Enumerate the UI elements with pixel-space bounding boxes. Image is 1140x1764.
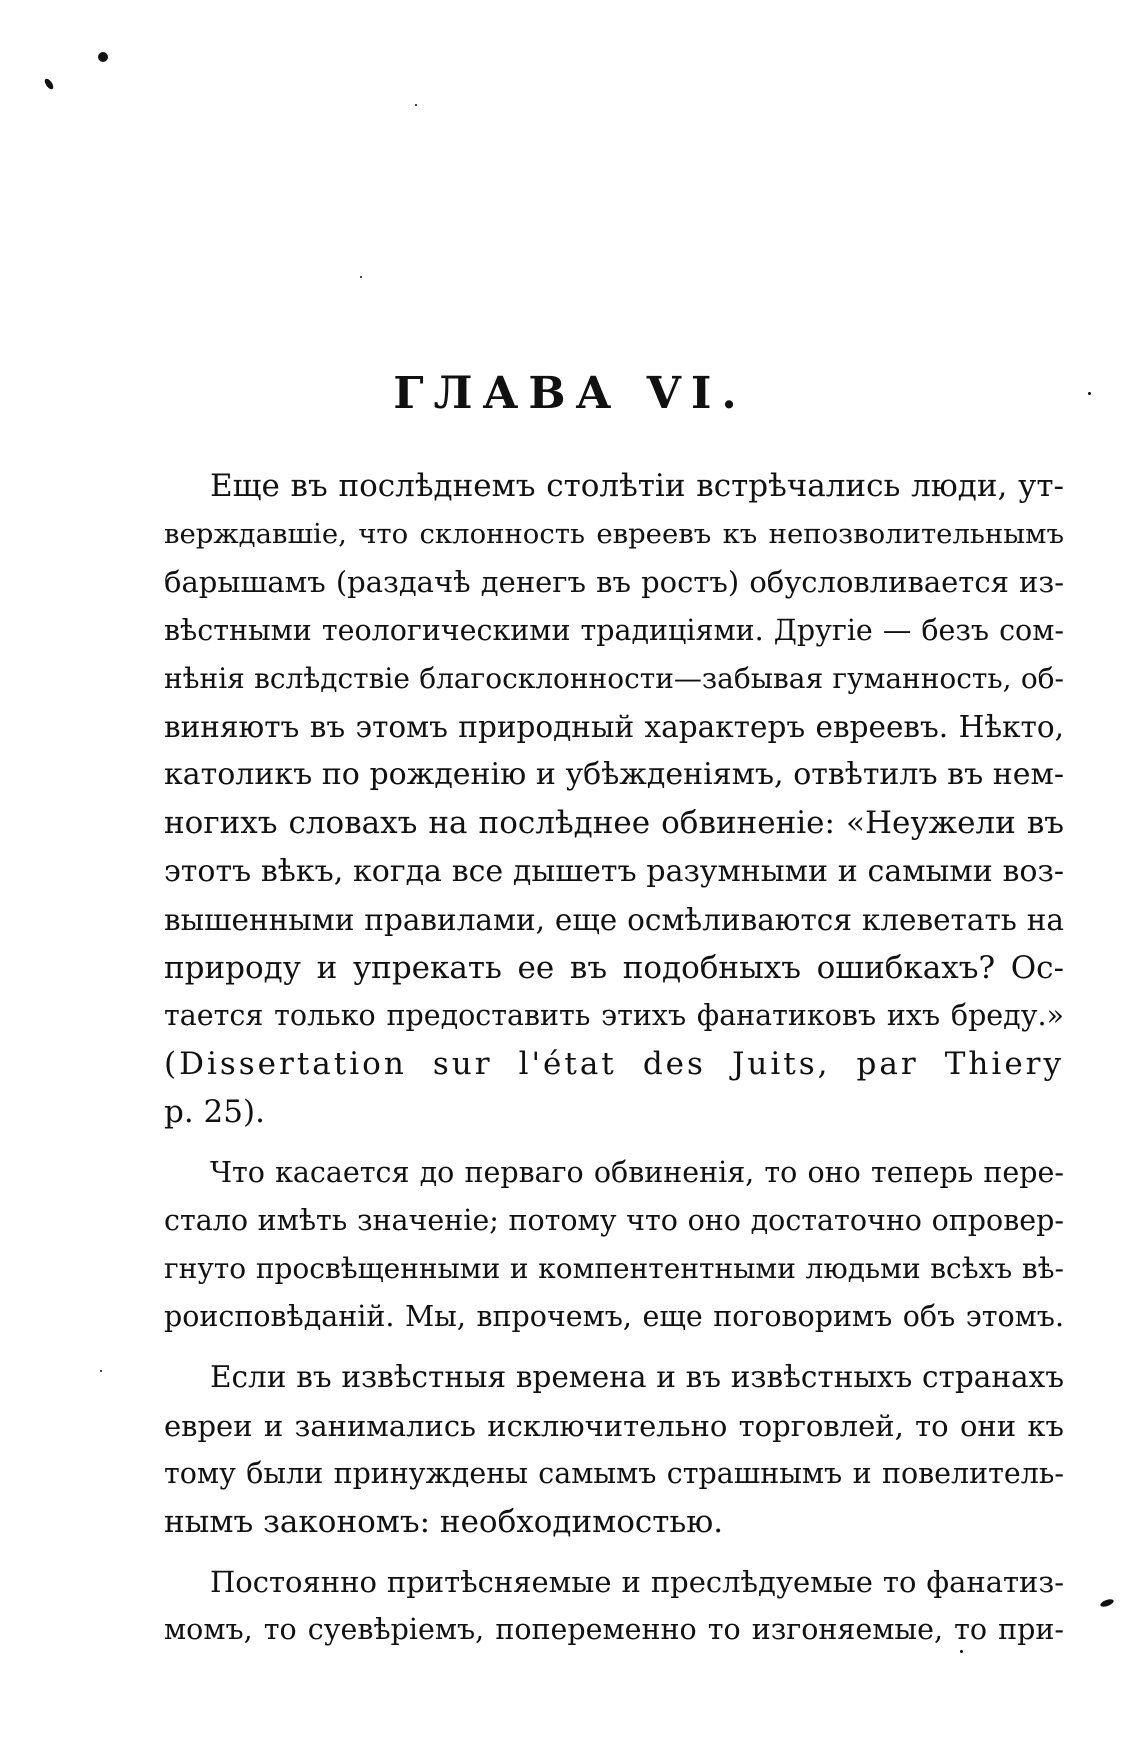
text-line: тому были принуждены самымъ страшнымъ и повелитель- bbox=[164, 1456, 1064, 1490]
paragraph bbox=[164, 1149, 1064, 1342]
text-line: стало имѣть значеніе; потому что оно достаточно опровер- bbox=[164, 1203, 1064, 1237]
text-line: евреи и занимались исключительно торговлей, то они къ bbox=[164, 1408, 1064, 1443]
text-line: вѣстными теологическими традиціями. Другіе — безъ сом- bbox=[164, 613, 1064, 647]
paragraph bbox=[164, 462, 1064, 1137]
paragraph bbox=[164, 1353, 1064, 1546]
paragraph-gap bbox=[164, 1341, 1064, 1353]
scan-speck bbox=[98, 52, 108, 62]
text-line: нымъ закономъ: необходимостью. bbox=[164, 1503, 724, 1540]
text-line: p. 25). bbox=[164, 1094, 265, 1131]
scan-speck bbox=[360, 276, 362, 278]
scan-speck bbox=[1099, 1598, 1114, 1608]
paragraph-gap bbox=[164, 1546, 1064, 1558]
text-line: Еще въ послѣднемъ столѣтіи встрѣчались люди, ут- bbox=[210, 468, 1064, 504]
paragraph-gap bbox=[164, 1137, 1064, 1149]
text-line: нѣнія вслѣдствіе благосклонности—забывая гуманность, об- bbox=[164, 661, 1064, 695]
text-line: момъ, то суевѣріемъ, попеременно то изгоняемые, то при- bbox=[164, 1613, 1064, 1647]
text-line: Если въ извѣстныя времена и въ извѣстныхъ странахъ bbox=[210, 1360, 1064, 1395]
text-line: роисповѣданій. Мы, впрочемъ, еще поговоримъ объ этомъ. bbox=[164, 1300, 1064, 1334]
scan-speck bbox=[415, 104, 417, 106]
text-line: гнуто просвѣщенными и компентентными людьми всѣхъ вѣ- bbox=[164, 1252, 1064, 1285]
text-line: вышенными правилами, еще осмѣливаются клеветать на bbox=[164, 902, 1064, 937]
text-line: ногихъ словахъ на послѣднее обвиненіе: «Неужели въ bbox=[164, 805, 1064, 842]
text-line: католикъ по рожденію и убѣжденіямъ, отвѣтилъ въ нем- bbox=[164, 757, 1064, 793]
scan-speck bbox=[100, 1370, 102, 1372]
chapter-title: ГЛАВА VI. bbox=[393, 368, 747, 419]
text-line: тается только предоставить этихъ фанатиковъ ихъ бреду.» bbox=[164, 999, 1064, 1033]
scan-speck bbox=[43, 77, 55, 90]
text-line: (Dissertation sur l'état des Juits, par Thiery bbox=[164, 1046, 1064, 1083]
text-line: этотъ вѣкъ, когда все дышетъ разумными и самыми воз- bbox=[164, 853, 1064, 889]
text-line: барышамъ (раздачѣ денегъ въ ростъ) обусловливается из- bbox=[164, 565, 1064, 600]
chapter-body bbox=[164, 462, 1064, 1655]
text-line: Что касается до перваго обвиненія, то оно теперь пере- bbox=[210, 1155, 1064, 1189]
text-line: верждавшіе, что склонность евреевъ къ непозволительнымъ bbox=[164, 518, 1064, 551]
text-line: природу и упрекать ее въ подобныхъ ошибкахъ? Ос- bbox=[164, 949, 1064, 986]
text-line: Постоянно притѣсняемые и преслѣдуемые то фанатиз- bbox=[210, 1565, 1064, 1600]
paragraph bbox=[164, 1558, 1064, 1654]
text-line: виняютъ въ этомъ природный характеръ евреевъ. Нѣкто, bbox=[164, 709, 1064, 744]
